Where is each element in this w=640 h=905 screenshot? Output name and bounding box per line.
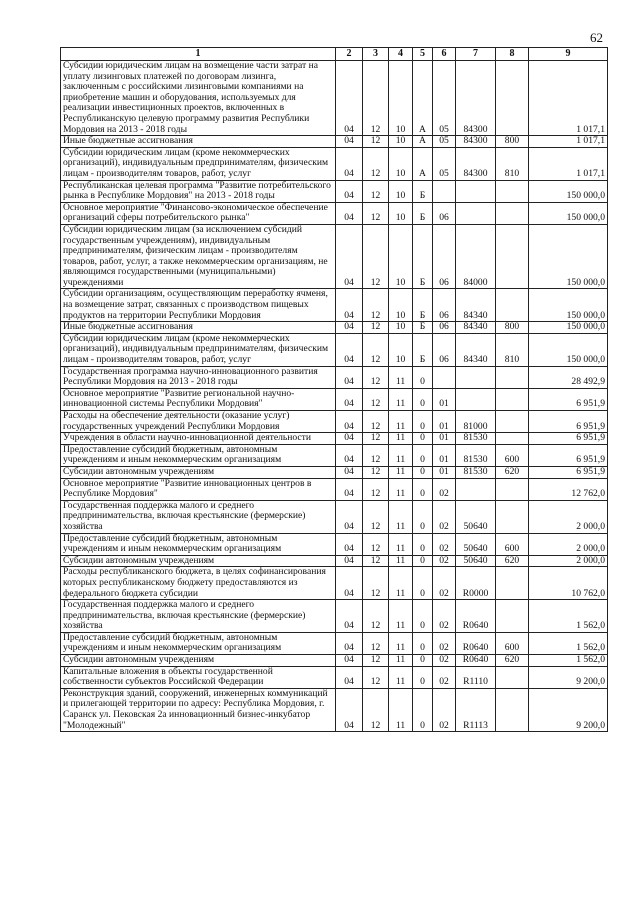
table-row bbox=[61, 136, 608, 148]
table-row bbox=[61, 289, 608, 322]
row-code-c5: 0 bbox=[413, 411, 433, 433]
table-row bbox=[61, 555, 608, 567]
row-code-c7: R1110 bbox=[456, 666, 496, 688]
row-code-c3: 12 bbox=[363, 411, 389, 433]
row-code-c5: 0 bbox=[413, 466, 433, 478]
table-row bbox=[61, 366, 608, 388]
row-code-c5: Б bbox=[413, 322, 433, 334]
row-code-c3: 12 bbox=[363, 136, 389, 148]
row-code-c8 bbox=[496, 600, 529, 633]
row-description: Республиканская целевая программа "Развитие потребительского рынка в Республике Мордовия" на 2013 - 2018 годы bbox=[61, 180, 336, 202]
row-code-c5: А bbox=[413, 136, 433, 148]
row-code-c4: 11 bbox=[389, 433, 413, 445]
row-code-c2: 04 bbox=[336, 224, 363, 289]
row-code-c8: 800 bbox=[496, 322, 529, 334]
row-code-c7: 50640 bbox=[456, 555, 496, 567]
row-description: Расходы республиканского бюджета, в целях софинансирования которых республиканскому бюджету предоставляются из федерального бюджета субсидии bbox=[61, 567, 336, 600]
row-code-c4: 11 bbox=[389, 500, 413, 533]
row-code-c4: 11 bbox=[389, 411, 413, 433]
row-description: Субсидии юридическим лицам (за исключением субсидий государственным учреждениям), индивидуальным предпринимателям, физическим лицам - производителям товаров, работ, услуг, а также некоммерческим организациям, не являющимся государственными (муниципальными) учреждениями bbox=[61, 224, 336, 289]
col-header: 4 bbox=[389, 48, 413, 61]
row-code-c7: 81530 bbox=[456, 433, 496, 445]
row-code-c3: 12 bbox=[363, 600, 389, 633]
table-row bbox=[61, 411, 608, 433]
row-description: Субсидии юридическим лицам (кроме некоммерческих организаций), индивидуальным предпринимателям, физическим лицам - производителям товаров, работ, услуг bbox=[61, 333, 336, 366]
row-code-c2: 04 bbox=[336, 388, 363, 410]
row-code-c7: 50640 bbox=[456, 533, 496, 555]
row-code-c2: 04 bbox=[336, 555, 363, 567]
table-row bbox=[61, 322, 608, 334]
table-row bbox=[61, 333, 608, 366]
row-code-c7: 84340 bbox=[456, 333, 496, 366]
row-code-c2: 04 bbox=[336, 500, 363, 533]
col-header: 6 bbox=[433, 48, 456, 61]
row-code-c4: 11 bbox=[389, 688, 413, 731]
row-code-c2: 04 bbox=[336, 433, 363, 445]
row-code-c8: 620 bbox=[496, 466, 529, 478]
row-amount: 2 000,0 bbox=[529, 555, 608, 567]
row-code-c6: 02 bbox=[433, 666, 456, 688]
row-code-c8: 800 bbox=[496, 136, 529, 148]
row-code-c7: 84300 bbox=[456, 147, 496, 180]
row-code-c4: 10 bbox=[389, 289, 413, 322]
row-code-c8: 620 bbox=[496, 655, 529, 667]
row-code-c3: 12 bbox=[363, 289, 389, 322]
row-code-c4: 11 bbox=[389, 632, 413, 654]
row-code-c6: 02 bbox=[433, 688, 456, 731]
row-amount: 150 000,0 bbox=[529, 322, 608, 334]
row-code-c6: 05 bbox=[433, 136, 456, 148]
row-code-c4: 11 bbox=[389, 555, 413, 567]
row-code-c5: 0 bbox=[413, 533, 433, 555]
row-description: Государственная программа научно-инновационного развития Республики Мордовия на 2013 - 2018 годы bbox=[61, 366, 336, 388]
row-code-c7: 81530 bbox=[456, 444, 496, 466]
row-amount: 150 000,0 bbox=[529, 202, 608, 224]
row-description: Предоставление субсидий бюджетным, автономным учреждениям и иным некоммерческим организациям bbox=[61, 632, 336, 654]
row-code-c5: 0 bbox=[413, 688, 433, 731]
row-code-c6: 06 bbox=[433, 322, 456, 334]
row-code-c7: 81000 bbox=[456, 411, 496, 433]
col-header: 8 bbox=[496, 48, 529, 61]
row-code-c3: 12 bbox=[363, 180, 389, 202]
row-code-c3: 12 bbox=[363, 444, 389, 466]
table-row bbox=[61, 533, 608, 555]
row-code-c3: 12 bbox=[363, 224, 389, 289]
row-description: Основное мероприятие "Финансово-экономическое обеспечение организаций сферы потребительского рынка" bbox=[61, 202, 336, 224]
row-code-c7: 84340 bbox=[456, 289, 496, 322]
row-code-c7 bbox=[456, 202, 496, 224]
table-row bbox=[61, 180, 608, 202]
row-code-c6: 05 bbox=[433, 61, 456, 136]
row-code-c7 bbox=[456, 366, 496, 388]
row-code-c5: 0 bbox=[413, 433, 433, 445]
row-code-c4: 11 bbox=[389, 444, 413, 466]
row-code-c4: 11 bbox=[389, 388, 413, 410]
row-code-c8 bbox=[496, 289, 529, 322]
row-code-c6: 02 bbox=[433, 655, 456, 667]
row-code-c2: 04 bbox=[336, 180, 363, 202]
row-description: Государственная поддержка малого и среднего предпринимательства, включая крестьянские (фермерские) хозяйства bbox=[61, 600, 336, 633]
row-code-c3: 12 bbox=[363, 666, 389, 688]
budget-table bbox=[60, 47, 608, 732]
row-code-c6: 05 bbox=[433, 147, 456, 180]
row-code-c4: 11 bbox=[389, 600, 413, 633]
row-code-c7: R0640 bbox=[456, 600, 496, 633]
row-description: Капитальные вложения в объекты государственной собственности субъектов Российской Федерации bbox=[61, 666, 336, 688]
table-row bbox=[61, 147, 608, 180]
row-description: Субсидии организациям, осуществляющим переработку ячменя, на возмещение затрат, связанных с производством пищевых продуктов на территории Республики Мордовия bbox=[61, 289, 336, 322]
row-code-c2: 04 bbox=[336, 600, 363, 633]
row-code-c8 bbox=[496, 688, 529, 731]
row-code-c6: 01 bbox=[433, 388, 456, 410]
row-code-c3: 12 bbox=[363, 322, 389, 334]
row-amount: 10 762,0 bbox=[529, 567, 608, 600]
row-amount: 6 951,9 bbox=[529, 388, 608, 410]
table-row bbox=[61, 466, 608, 478]
row-code-c4: 10 bbox=[389, 202, 413, 224]
row-code-c6 bbox=[433, 366, 456, 388]
table-row bbox=[61, 444, 608, 466]
row-code-c4: 10 bbox=[389, 224, 413, 289]
row-description: Расходы на обеспечение деятельности (оказание услуг) государственных учреждений Республики Мордовия bbox=[61, 411, 336, 433]
row-code-c7: 84300 bbox=[456, 136, 496, 148]
row-code-c6: 01 bbox=[433, 466, 456, 478]
row-code-c6: 01 bbox=[433, 411, 456, 433]
row-code-c2: 04 bbox=[336, 322, 363, 334]
row-code-c8 bbox=[496, 411, 529, 433]
page-number: 62 bbox=[590, 30, 603, 45]
row-code-c2: 04 bbox=[336, 666, 363, 688]
row-amount: 1 562,0 bbox=[529, 632, 608, 654]
row-code-c5: 0 bbox=[413, 555, 433, 567]
row-code-c5: 0 bbox=[413, 388, 433, 410]
row-code-c7 bbox=[456, 478, 496, 500]
table-row bbox=[61, 655, 608, 667]
row-code-c5: 0 bbox=[413, 500, 433, 533]
table-row bbox=[61, 567, 608, 600]
row-code-c4: 11 bbox=[389, 478, 413, 500]
row-code-c7 bbox=[456, 180, 496, 202]
row-amount: 1 017,1 bbox=[529, 61, 608, 136]
table-row bbox=[61, 600, 608, 633]
row-code-c5: Б bbox=[413, 202, 433, 224]
row-code-c3: 12 bbox=[363, 555, 389, 567]
row-description: Основное мероприятие "Развитие инновационных центров в Республике Мордовия" bbox=[61, 478, 336, 500]
row-code-c8 bbox=[496, 388, 529, 410]
row-amount: 1 017,1 bbox=[529, 136, 608, 148]
row-code-c2: 04 bbox=[336, 533, 363, 555]
row-amount: 150 000,0 bbox=[529, 180, 608, 202]
row-code-c4: 11 bbox=[389, 366, 413, 388]
row-code-c6: 02 bbox=[433, 555, 456, 567]
row-code-c7: 84300 bbox=[456, 61, 496, 136]
row-code-c6: 02 bbox=[433, 600, 456, 633]
row-code-c5: Б bbox=[413, 289, 433, 322]
row-code-c3: 12 bbox=[363, 61, 389, 136]
row-code-c4: 10 bbox=[389, 180, 413, 202]
row-description: Субсидии автономным учреждениям bbox=[61, 555, 336, 567]
row-code-c5: Б bbox=[413, 224, 433, 289]
row-code-c7: R0640 bbox=[456, 632, 496, 654]
row-code-c4: 10 bbox=[389, 322, 413, 334]
table-row bbox=[61, 433, 608, 445]
row-code-c2: 04 bbox=[336, 202, 363, 224]
row-code-c2: 04 bbox=[336, 466, 363, 478]
row-amount: 1 562,0 bbox=[529, 655, 608, 667]
row-code-c5: 0 bbox=[413, 444, 433, 466]
col-header: 5 bbox=[413, 48, 433, 61]
row-description: Субсидии юридическим лицам на возмещение части затрат на уплату лизинговых платежей по договорам лизинга, заключенным с российскими лизинговыми компаниями на приобретение машин и оборудования, используемых для реализации инвестиционных проектов, включенных в Республиканскую целевую программу развития Республики Мордовия на 2013 - 2018 годы bbox=[61, 61, 336, 136]
row-code-c7: 84340 bbox=[456, 322, 496, 334]
row-code-c3: 12 bbox=[363, 688, 389, 731]
row-code-c7: 81530 bbox=[456, 466, 496, 478]
row-code-c5: Б bbox=[413, 333, 433, 366]
row-code-c3: 12 bbox=[363, 478, 389, 500]
row-description: Субсидии автономным учреждениям bbox=[61, 655, 336, 667]
row-code-c2: 04 bbox=[336, 136, 363, 148]
table-row bbox=[61, 61, 608, 136]
row-description: Иные бюджетные ассигнования bbox=[61, 322, 336, 334]
row-code-c5: А bbox=[413, 61, 433, 136]
row-code-c8: 600 bbox=[496, 533, 529, 555]
table-row bbox=[61, 688, 608, 731]
row-amount: 6 951,9 bbox=[529, 444, 608, 466]
table-row bbox=[61, 388, 608, 410]
row-code-c3: 12 bbox=[363, 147, 389, 180]
row-amount: 9 200,0 bbox=[529, 688, 608, 731]
row-code-c8 bbox=[496, 180, 529, 202]
row-code-c5: 0 bbox=[413, 655, 433, 667]
row-code-c8 bbox=[496, 202, 529, 224]
row-code-c4: 11 bbox=[389, 567, 413, 600]
table-row bbox=[61, 632, 608, 654]
row-description: Учреждения в области научно-инновационной деятельности bbox=[61, 433, 336, 445]
row-amount: 6 951,9 bbox=[529, 433, 608, 445]
row-code-c5: А bbox=[413, 147, 433, 180]
row-amount: 6 951,9 bbox=[529, 411, 608, 433]
row-code-c6: 01 bbox=[433, 444, 456, 466]
row-code-c3: 12 bbox=[363, 533, 389, 555]
row-code-c2: 04 bbox=[336, 688, 363, 731]
row-code-c7: R1113 bbox=[456, 688, 496, 731]
table-row bbox=[61, 202, 608, 224]
row-code-c5: 0 bbox=[413, 600, 433, 633]
row-code-c2: 04 bbox=[336, 366, 363, 388]
row-code-c8: 600 bbox=[496, 444, 529, 466]
row-code-c3: 12 bbox=[363, 567, 389, 600]
row-code-c6: 02 bbox=[433, 500, 456, 533]
row-description: Иные бюджетные ассигнования bbox=[61, 136, 336, 148]
row-code-c6: 02 bbox=[433, 478, 456, 500]
table-row bbox=[61, 478, 608, 500]
row-code-c8: 600 bbox=[496, 632, 529, 654]
row-code-c8 bbox=[496, 61, 529, 136]
row-code-c6: 06 bbox=[433, 202, 456, 224]
col-header: 3 bbox=[363, 48, 389, 61]
row-code-c3: 12 bbox=[363, 333, 389, 366]
row-description: Предоставление субсидий бюджетным, автономным учреждениям и иным некоммерческим организациям bbox=[61, 533, 336, 555]
row-code-c3: 12 bbox=[363, 366, 389, 388]
row-code-c7: 84000 bbox=[456, 224, 496, 289]
row-code-c2: 04 bbox=[336, 567, 363, 600]
row-code-c8: 620 bbox=[496, 555, 529, 567]
row-code-c3: 12 bbox=[363, 655, 389, 667]
row-code-c8 bbox=[496, 366, 529, 388]
row-amount: 12 762,0 bbox=[529, 478, 608, 500]
row-code-c3: 12 bbox=[363, 388, 389, 410]
row-code-c4: 11 bbox=[389, 533, 413, 555]
row-amount: 150 000,0 bbox=[529, 289, 608, 322]
row-description: Основное мероприятие "Развитие региональной научно-инновационной системы Республики Мордовия" bbox=[61, 388, 336, 410]
row-description: Субсидии юридическим лицам (кроме некоммерческих организаций), индивидуальным предпринимателям, физическим лицам - производителям товаров, работ, услуг bbox=[61, 147, 336, 180]
row-description: Предоставление субсидий бюджетным, автономным учреждениям и иным некоммерческим организациям bbox=[61, 444, 336, 466]
row-code-c2: 04 bbox=[336, 147, 363, 180]
row-description: Субсидии автономным учреждениям bbox=[61, 466, 336, 478]
row-description: Реконструкция зданий, сооружений, инженерных коммуникаций и прилегающей территории по адресу: Республика Мордовия, г. Саранск ул. Пековская 2а инновационный бизнес-инкубатор "Молодежный" bbox=[61, 688, 336, 731]
header-row bbox=[61, 48, 608, 61]
row-code-c6: 01 bbox=[433, 433, 456, 445]
row-code-c5: Б bbox=[413, 180, 433, 202]
row-code-c7 bbox=[456, 388, 496, 410]
row-code-c3: 12 bbox=[363, 202, 389, 224]
row-code-c7: R0640 bbox=[456, 655, 496, 667]
row-code-c2: 04 bbox=[336, 655, 363, 667]
table-row bbox=[61, 224, 608, 289]
row-amount: 150 000,0 bbox=[529, 333, 608, 366]
row-code-c8: 810 bbox=[496, 333, 529, 366]
row-code-c6: 06 bbox=[433, 224, 456, 289]
col-header: 7 bbox=[456, 48, 496, 61]
row-code-c4: 11 bbox=[389, 655, 413, 667]
row-code-c8 bbox=[496, 666, 529, 688]
row-code-c6: 02 bbox=[433, 533, 456, 555]
row-code-c3: 12 bbox=[363, 433, 389, 445]
table-body bbox=[61, 61, 608, 732]
row-code-c6: 02 bbox=[433, 567, 456, 600]
row-description: Государственная поддержка малого и среднего предпринимательства, включая крестьянские (фермерские) хозяйства bbox=[61, 500, 336, 533]
row-code-c4: 10 bbox=[389, 61, 413, 136]
row-code-c4: 11 bbox=[389, 666, 413, 688]
row-code-c5: 0 bbox=[413, 366, 433, 388]
row-code-c2: 04 bbox=[336, 61, 363, 136]
row-code-c2: 04 bbox=[336, 478, 363, 500]
row-code-c5: 0 bbox=[413, 567, 433, 600]
row-amount: 1 017,1 bbox=[529, 147, 608, 180]
row-code-c6 bbox=[433, 180, 456, 202]
row-code-c4: 10 bbox=[389, 136, 413, 148]
row-code-c2: 04 bbox=[336, 632, 363, 654]
row-code-c6: 02 bbox=[433, 632, 456, 654]
row-code-c3: 12 bbox=[363, 500, 389, 533]
col-header: 1 bbox=[61, 48, 336, 61]
row-amount: 1 562,0 bbox=[529, 600, 608, 633]
row-code-c6: 06 bbox=[433, 289, 456, 322]
row-code-c8 bbox=[496, 224, 529, 289]
row-code-c2: 04 bbox=[336, 289, 363, 322]
row-code-c4: 10 bbox=[389, 147, 413, 180]
row-amount: 9 200,0 bbox=[529, 666, 608, 688]
row-code-c4: 10 bbox=[389, 333, 413, 366]
table-row bbox=[61, 500, 608, 533]
row-code-c7: 50640 bbox=[456, 500, 496, 533]
row-code-c7: R0000 bbox=[456, 567, 496, 600]
row-amount: 2 000,0 bbox=[529, 500, 608, 533]
row-amount: 2 000,0 bbox=[529, 533, 608, 555]
col-header: 2 bbox=[336, 48, 363, 61]
row-amount: 28 492,9 bbox=[529, 366, 608, 388]
row-code-c8 bbox=[496, 478, 529, 500]
row-code-c5: 0 bbox=[413, 478, 433, 500]
table-row bbox=[61, 666, 608, 688]
col-header: 9 bbox=[529, 48, 608, 61]
row-code-c6: 06 bbox=[433, 333, 456, 366]
row-code-c2: 04 bbox=[336, 444, 363, 466]
row-code-c2: 04 bbox=[336, 411, 363, 433]
row-code-c2: 04 bbox=[336, 333, 363, 366]
row-code-c5: 0 bbox=[413, 666, 433, 688]
row-code-c3: 12 bbox=[363, 632, 389, 654]
row-code-c4: 11 bbox=[389, 466, 413, 478]
row-amount: 150 000,0 bbox=[529, 224, 608, 289]
row-code-c8 bbox=[496, 567, 529, 600]
row-amount: 6 951,9 bbox=[529, 466, 608, 478]
row-code-c8 bbox=[496, 500, 529, 533]
row-code-c5: 0 bbox=[413, 632, 433, 654]
row-code-c3: 12 bbox=[363, 466, 389, 478]
row-code-c8: 810 bbox=[496, 147, 529, 180]
row-code-c8 bbox=[496, 433, 529, 445]
